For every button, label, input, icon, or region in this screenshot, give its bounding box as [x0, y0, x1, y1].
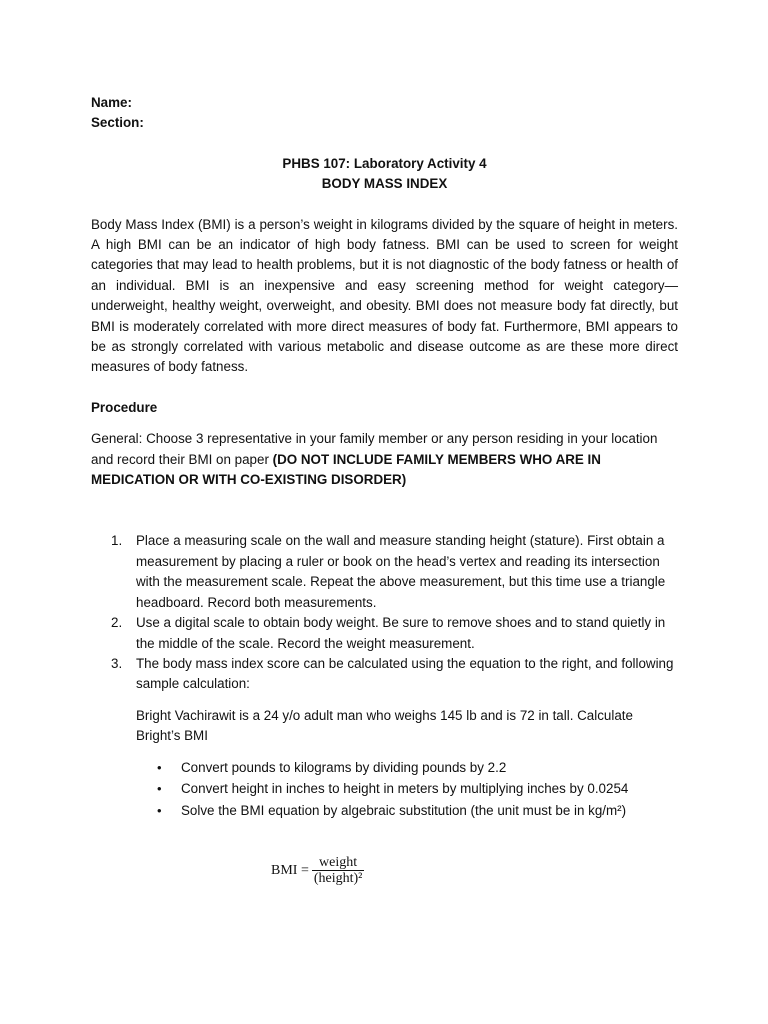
bullet-text: Solve the BMI equation by algebraic substitution (the unit must be in kg/m²) [181, 802, 627, 818]
step-text: The body mass index score can be calculated using the equation to the right, and following sample calculation: [136, 655, 674, 692]
calculation-bullets [91, 758, 678, 823]
step-text: Use a digital scale to obtain body weight. Be sure to remove shoes and to stand quietly in the middle of the scale. Record the weight measurement. [136, 615, 666, 651]
bullet-item [91, 801, 678, 823]
bullet-item [91, 779, 678, 801]
bullet-text: Convert pounds to kilograms by dividing pounds by 2.2 [181, 759, 507, 775]
intro-paragraph: Body Mass Index (BMI) is a person’s weight in kilograms divided by the square of height in meters. A high BMI can be an indicator of high body fatness. BMI can be used to screen for weight categories that may lead to health problems, but it is not diagnostic of the body fatness or health of an individual. BMI is an inexpensive and easy screening method for weight category—underweight, healthy weight, overweight, and obesity. BMI does not measure body fat directly, but BMI is moderately correlated with more direct measures of body fat. Furthermore, BMI appears to be as strongly correlated with various metabolic and disease outcome as are these more direct measures of body fatness. [91, 216, 678, 375]
step-number: 3. [111, 655, 123, 671]
step-text: Place a measuring scale on the wall and measure standing height (stature). First obtain a measurement by placing a ruler or book on the head’s vertex and reading its intersection with the measurement scale. Repeat the above measurement, but this time use a triangle headboard. Record both measurements. [136, 533, 666, 610]
formula-denominator: (height)² [313, 871, 363, 886]
bmi-formula [271, 855, 364, 887]
title-block [91, 154, 678, 195]
document-body [91, 93, 678, 822]
sample-problem: Bright Vachirawit is a 24 y/o adult man who weighs 145 lb and is 72 in tall. Calculate Bright’s BMI [136, 707, 633, 744]
procedure-heading: Procedure [91, 399, 158, 415]
procedure-step [91, 613, 678, 654]
name-label: Name: [91, 95, 132, 110]
bullet-icon: • [157, 781, 162, 797]
section-label: Section: [91, 115, 144, 131]
procedure-step [91, 531, 678, 613]
formula-fraction [312, 855, 365, 887]
formula-numerator: weight [319, 855, 358, 870]
bullet-icon: • [157, 802, 162, 818]
topic-title: BODY MASS INDEX [321, 176, 448, 192]
general-warning: (DO NOT INCLUDE FAMILY MEMBERS WHO ARE IN MEDICATION OR WITH CO-EXISTING DISORDER) [91, 451, 601, 488]
procedure-steps [91, 531, 678, 694]
bullet-item [91, 758, 678, 780]
step-number: 1. [111, 533, 123, 549]
bullet-icon: • [157, 759, 162, 775]
formula-lhs: BMI = [271, 863, 309, 878]
general-instructions [91, 429, 678, 490]
bullet-text: Convert height in inches to height in meters by multiplying inches by 0.0254 [181, 781, 629, 797]
course-title: PHBS 107: Laboratory Activity 4 [282, 155, 487, 171]
procedure-step [91, 654, 678, 695]
general-text: General: Choose 3 representative in your family member or any person residing in your location and record their BMI on paper [91, 431, 658, 467]
step-number: 2. [111, 615, 123, 631]
